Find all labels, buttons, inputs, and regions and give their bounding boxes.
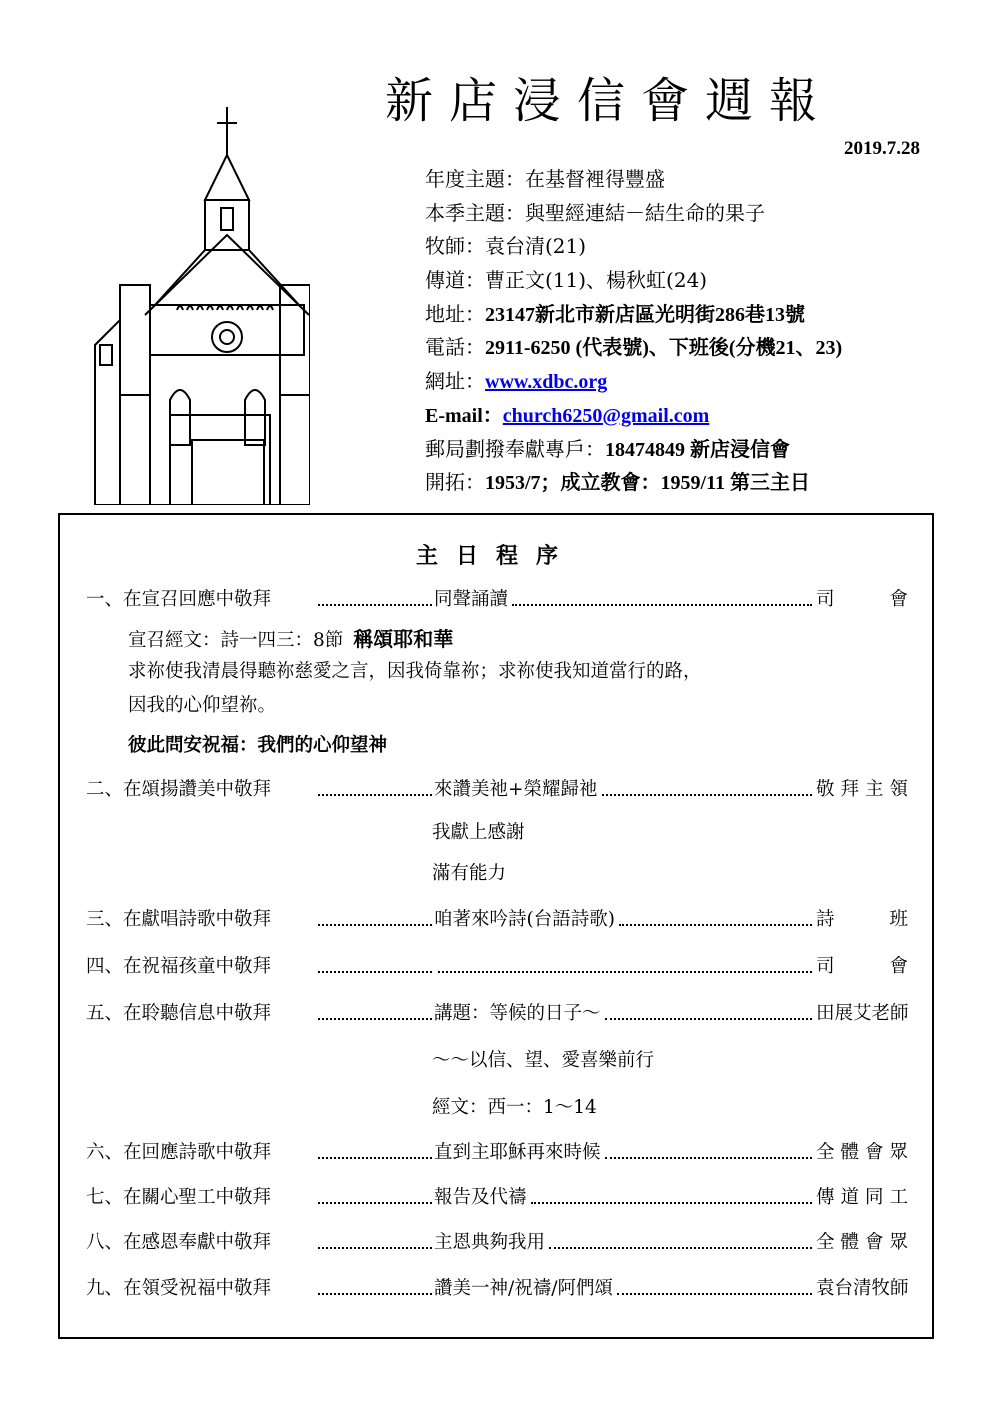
program-item: 五、在聆聽信息中敬拜 講題：等候的日子～ 田展艾老師 [86,1003,909,1024]
program-title: 主日程序 [415,543,576,569]
info-address: 地址：23147新北市新店區光明街286巷13號 [425,301,805,326]
program-item: 六、在回應詩歌中敬拜 直到主耶穌再來時候 全體會眾 [86,1142,908,1163]
program-item: 七、在關心聖工中敬拜 報告及代禱 傳道同工 [86,1187,908,1208]
bulletin-date: 2019.7.28 [844,138,920,159]
praise-song: 滿有能力 [432,863,507,884]
praise-song: 我獻上感謝 [432,822,525,843]
bulletin-title: 新店浸信會週報 [385,73,834,129]
info-season-theme: 本季主題：與聖經連結－結生命的果子 [425,200,765,225]
program-item: 二、在頌揚讚美中敬拜 來讚美祂+榮耀歸祂 敬拜主領 [86,779,908,800]
info-pastor: 牧師：袁台清(21) [425,234,587,259]
program-item: 九、在領受祝福中敬拜 讚美一神/祝禱/阿們頌 袁台清牧師 [86,1278,909,1299]
website-link[interactable]: www.xdbc.org [485,371,608,394]
sermon-subtitle: ～～以信、望、愛喜樂前行 [432,1050,655,1071]
info-founding: 開拓：1953/7；成立教會：1959/11 第三主日 [425,470,811,495]
service-program [58,513,934,1339]
info-annual-theme: 年度主題：在基督裡得豐盛 [425,167,665,191]
sermon-scripture: 經文：西一：1～14 [432,1097,597,1118]
program-item: 三、在獻唱詩歌中敬拜 咱著來吟詩(台語詩歌) 詩 班 [86,909,908,930]
info-email: E-mail：church6250@gmail.com [425,404,710,427]
info-postal-account: 郵局劃撥奉獻專戶：18474849 新店浸信會 [425,436,790,461]
email-link[interactable]: church6250@gmail.com [502,404,710,427]
program-item: 一、在宣召回應中敬拜 同聲誦讀 司 會 [86,589,908,610]
program-item: 八、在感恩奉獻中敬拜 主恩典夠我用 全體會眾 [86,1232,908,1253]
info-phone: 電話：2911-6250 (代表號)、下班後(分機21、23) [425,335,843,360]
info-website: 網址：www.xdbc.org [425,369,608,394]
info-preachers: 傳道：曹正文(11)、楊秋虹(24) [425,268,708,293]
verse-line-1: 求祢使我清晨得聽祢慈愛之言，因我倚靠祢；求祢使我知道當行的路， [128,661,702,682]
call-scripture: 宣召經文：詩一四三：8節 稱頌耶和華 [128,627,454,651]
greeting: 彼此問安祝福：我們的心仰望神 [128,735,388,756]
church-info [425,163,965,500]
program-item: 四、在祝福孩童中敬拜 司 會 [86,956,908,977]
verse-line-2: 因我的心仰望祢。 [128,695,277,716]
church-illustration [80,105,310,505]
